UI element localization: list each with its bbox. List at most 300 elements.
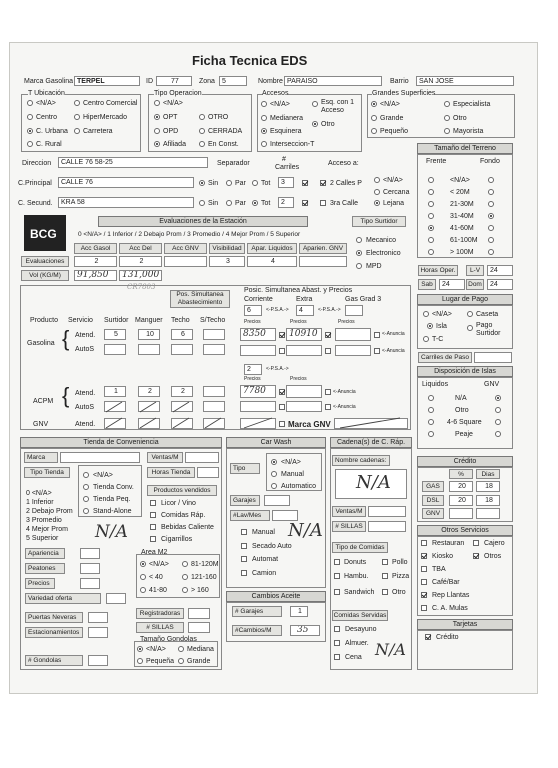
precios-label-5: Precios <box>290 376 307 382</box>
bebidas-label: Bebidas Caliente <box>161 524 214 531</box>
restaurante-label: Restauran <box>432 540 465 547</box>
cadenas-nombre-label: Nombre cadenas: <box>332 455 390 466</box>
tarjetas-title: Tarjetas <box>417 619 513 630</box>
operacion-na-radio[interactable] <box>154 100 160 106</box>
vol-label: Vol (KG/M) <box>21 270 69 281</box>
anuncia-autos-3[interactable] <box>374 348 380 354</box>
ubicacion-urbana-radio[interactable] <box>27 128 33 134</box>
cw-camion-check[interactable] <box>241 570 247 576</box>
calle-secundaria-field[interactable]: KRA 58 <box>58 197 194 208</box>
ubicacion-title: T Ubicación <box>28 90 65 97</box>
variedad-label: Variedad oferta <box>25 593 101 604</box>
cp-sin-radio[interactable] <box>199 180 205 186</box>
cadenas-title: Cadena(s) de C. Ráp. <box>330 437 412 448</box>
carwash-manual-radio[interactable] <box>271 471 277 477</box>
estacionamientos-field[interactable] <box>88 627 108 638</box>
accesos-na-radio[interactable] <box>261 101 267 107</box>
tercera-check[interactable] <box>320 200 326 206</box>
precio-extra-field[interactable] <box>286 328 322 341</box>
gondola-size-label: Tamaño Gondolas <box>140 636 197 643</box>
credito-pct-header: % <box>449 469 473 479</box>
eval-liquidos-field[interactable]: 4 <box>247 256 297 267</box>
cw-secado-check[interactable] <box>241 543 247 549</box>
zona-field[interactable]: 5 <box>219 76 247 86</box>
fondo-60-radio[interactable] <box>488 225 494 231</box>
area-na-radio[interactable] <box>140 561 146 567</box>
tienda-tipo-alone-label: Stand-Alone <box>93 508 132 515</box>
gondola-grande-radio[interactable] <box>178 658 184 664</box>
fondo-na-radio[interactable] <box>488 177 494 183</box>
gasolina-brace: { <box>62 326 70 351</box>
apariencia-label: Apariencia <box>25 548 65 559</box>
acpm-stecho-field[interactable] <box>203 386 225 397</box>
area-41-label: 41-80 <box>149 587 167 594</box>
id-label: ID <box>146 78 153 85</box>
pago-caseta-radio[interactable] <box>467 311 473 317</box>
gas-techo-field[interactable]: 6 <box>171 329 193 340</box>
cercania-lejana-radio[interactable] <box>374 200 380 206</box>
licor-check[interactable] <box>150 500 156 506</box>
kiosko-label: Kiosko <box>432 553 454 560</box>
ubicacion-urbana-label: C. Urbana <box>36 128 68 135</box>
terreno-opt-60: 41-60M <box>450 225 474 232</box>
operacion-afiliada-label: Afiliada <box>163 141 186 148</box>
pago-surtidor-label: Pago Surtidor <box>476 322 501 337</box>
islas-gnv-peaje-radio[interactable] <box>495 431 501 437</box>
eval-col-visibilidad[interactable]: Visibilidad <box>209 243 245 254</box>
sandwich-check[interactable] <box>334 589 340 595</box>
superficies-grande-radio[interactable] <box>371 115 377 121</box>
carwash-garajes-field[interactable] <box>264 495 290 506</box>
surtidor-mecanico-radio[interactable] <box>356 237 362 243</box>
col-servicio: Servicio <box>68 317 93 324</box>
precio-acpm-field[interactable] <box>240 385 276 398</box>
credito-gnv-label: GNV <box>422 508 444 519</box>
calles2-check[interactable] <box>320 180 326 186</box>
superficies-na-radio[interactable] <box>371 101 377 107</box>
cafe-check[interactable] <box>421 579 427 585</box>
pago-surtidor-radio[interactable] <box>467 325 473 331</box>
horas-lv-field[interactable]: 24 <box>487 265 513 276</box>
otros-serv-check[interactable] <box>473 553 479 559</box>
precio-autos-3[interactable] <box>335 345 371 356</box>
tienda-tipo-alone-radio[interactable] <box>83 508 89 514</box>
ubicacion-hiper-label: HiperMercado <box>83 114 127 121</box>
restaurante-check[interactable] <box>421 540 427 546</box>
area-160-radio[interactable] <box>182 587 188 593</box>
precio-autos-2[interactable] <box>286 345 322 356</box>
anuncia-extra-check[interactable] <box>325 332 331 338</box>
terreno-opt-mas100: > 100M <box>450 249 474 256</box>
fondo-mas100-radio[interactable] <box>488 249 494 255</box>
otros-serv-label: Otros <box>484 553 502 560</box>
eval-acc-gasol-field[interactable]: 2 <box>74 256 117 267</box>
ubicacion-centro-label: Centro <box>36 114 58 121</box>
carwash-na-radio[interactable] <box>271 459 277 465</box>
nombre-field[interactable]: PARAISO <box>284 76 382 86</box>
fondo-20-radio[interactable] <box>488 189 494 195</box>
gas-stecho-field[interactable] <box>203 329 225 340</box>
tienda-sillas-field[interactable] <box>188 622 210 633</box>
tienda-horas-field[interactable] <box>197 467 219 478</box>
carwash-lav-label: #Lav/Mes <box>230 510 270 521</box>
ubicacion-carretera-radio[interactable] <box>74 128 80 134</box>
pos-corriente-field[interactable]: 6 <box>244 305 262 316</box>
islas-liq-otro-radio[interactable] <box>428 407 434 413</box>
pago-na-label: <N/A> <box>432 311 452 318</box>
frente-60-radio[interactable] <box>428 225 434 231</box>
calle-principal-field[interactable]: CALLE 76 <box>58 177 194 188</box>
desayuno-check[interactable] <box>334 626 340 632</box>
eval-col-gnv[interactable]: Aparien. GNV <box>299 243 347 254</box>
credito-dsl-dias[interactable]: 18 <box>476 495 500 506</box>
carriles-principal-field[interactable]: 3 <box>278 177 294 188</box>
peatones-label: Peatones <box>25 563 65 574</box>
accesos-interseccion-label: Interseccion-T <box>270 141 315 148</box>
acpm-pos-field[interactable]: 2 <box>244 364 262 375</box>
precio-corriente-field[interactable] <box>240 328 276 341</box>
carwash-na-label: <N/A> <box>281 459 301 466</box>
superficies-especialista-label: Especialista <box>453 101 491 108</box>
islas-gnv-na-radio[interactable] <box>495 395 501 401</box>
peatones-field[interactable] <box>80 563 100 574</box>
superficies-title: Grandes Superficies <box>372 90 436 97</box>
pago-tc-radio[interactable] <box>423 336 429 342</box>
col-techo: Techo <box>171 317 190 324</box>
anuncia-label-2: <-Anuncia <box>382 348 405 354</box>
pago-na-radio[interactable] <box>423 311 429 317</box>
eval-col-acc-del[interactable]: Acc Del <box>119 243 162 254</box>
lugar-pago-title: Lugar de Pago <box>417 294 513 305</box>
gas-autos-stecho[interactable] <box>203 344 225 355</box>
gondola-pequena-radio[interactable] <box>137 658 143 664</box>
tba-check[interactable] <box>421 566 427 572</box>
comidas-rap-check[interactable] <box>150 512 156 518</box>
islas-opt-na: N/A <box>455 395 467 402</box>
credito-gas-pct[interactable]: 20 <box>449 481 473 492</box>
operacion-cerrada-label: CERRADA <box>208 128 243 135</box>
cs-tot-radio[interactable] <box>252 200 258 206</box>
surtidor-electronico-radio[interactable] <box>356 250 362 256</box>
eval-col-liquidos[interactable]: Apar. Liquidos <box>247 243 297 254</box>
anuncia-gas3-check[interactable] <box>374 332 380 338</box>
marca-field[interactable]: TERPEL <box>74 76 140 86</box>
credito-dsl-pct[interactable]: 20 <box>449 495 473 506</box>
cs-sin-label: Sin <box>208 200 219 207</box>
operacion-afiliada-radio[interactable] <box>154 141 160 147</box>
area-41-radio[interactable] <box>140 587 146 593</box>
eval-col-acc-gnv[interactable]: Acc GNV <box>164 243 207 254</box>
operacion-const-radio[interactable] <box>199 141 205 147</box>
eval-acc-gnv-field[interactable] <box>164 256 207 267</box>
precios-attr-field[interactable] <box>80 578 100 589</box>
gas-autos-surtidor[interactable] <box>104 344 126 355</box>
ubicacion-rural-label: C. Rural <box>36 141 62 148</box>
accesos-na-label: <N/A> <box>270 101 290 108</box>
precio-corriente-value: 8350 <box>243 329 266 339</box>
donuts-check[interactable] <box>334 559 340 565</box>
accesos-otro-label: Otro <box>321 121 335 128</box>
ubicacion-rural-radio[interactable] <box>27 141 33 147</box>
direccion-field[interactable]: CALLE 76 58-25 <box>58 157 208 168</box>
horas-dom-field[interactable]: 24 <box>487 279 513 290</box>
tienda-tipo-conv-radio[interactable] <box>83 484 89 490</box>
cambios-garajes-field[interactable]: 1 <box>290 606 308 617</box>
eval-gnv-field[interactable] <box>299 256 347 267</box>
gas-manguer-field[interactable]: 10 <box>138 329 160 340</box>
accesos-medianera-label: Medianera <box>270 115 304 122</box>
otro-comida-label: Otro <box>392 589 406 596</box>
credito-gnv-pct[interactable] <box>449 508 473 519</box>
zona-label: Zona <box>199 78 215 85</box>
frente-20-radio[interactable] <box>428 189 434 195</box>
horas-sab-field[interactable]: 24 <box>439 279 465 290</box>
eval-visibilidad-field[interactable]: 3 <box>209 256 245 267</box>
id-field[interactable]: 77 <box>156 76 192 86</box>
precio-acpm-autos-1[interactable] <box>240 401 276 412</box>
gondolas-field[interactable] <box>88 655 108 666</box>
operacion-const-label: En Const. <box>208 141 239 148</box>
tienda-marca-field[interactable] <box>60 452 140 463</box>
pago-isla-radio[interactable] <box>427 323 433 329</box>
barrio-field[interactable]: SAN JOSE <box>416 76 514 86</box>
registradoras-field[interactable] <box>188 608 210 619</box>
cw-automat-check[interactable] <box>241 556 247 562</box>
gondola-mediana-radio[interactable] <box>178 646 184 652</box>
superficies-pequeno-label: Pequeño <box>380 128 409 135</box>
psa-arrow-3: <-P.S.A.-> <box>266 366 289 372</box>
vol-field-2[interactable] <box>119 270 162 281</box>
eval-col-acc-gasol[interactable]: Acc Gasol <box>74 243 117 254</box>
cs-check-a[interactable] <box>302 200 308 206</box>
credito-gas-dias[interactable]: 18 <box>476 481 500 492</box>
cs-par-radio[interactable] <box>226 200 232 206</box>
cw-automat-label: Automat <box>252 556 279 563</box>
cigarrillos-check[interactable] <box>150 536 156 542</box>
fondo-30-radio[interactable] <box>488 201 494 207</box>
tienda-tipo-peq-radio[interactable] <box>83 496 89 502</box>
gasolina-label: Gasolina <box>27 340 55 347</box>
frente-40-radio[interactable] <box>428 213 434 219</box>
tarjeta-credito-check[interactable] <box>425 634 431 640</box>
accesos-esq-radio[interactable] <box>312 101 318 107</box>
area-40-radio[interactable] <box>140 574 146 580</box>
cw-secado-label: Secado Auto <box>252 543 292 550</box>
pago-tc-label: T-C <box>432 336 444 343</box>
cadenas-sillas-field[interactable] <box>368 521 406 532</box>
anuncia-corriente-check[interactable] <box>279 332 285 338</box>
operacion-opd-radio[interactable] <box>154 128 160 134</box>
frente-na-radio[interactable] <box>428 177 434 183</box>
surtidor-title: Tipo Surtidor <box>352 216 406 227</box>
credito-gnv-dias[interactable] <box>476 508 500 519</box>
vol-field-1[interactable] <box>74 270 117 281</box>
marca-label: Marca Gasolina <box>24 78 74 85</box>
hambu-check[interactable] <box>334 573 340 579</box>
eval-acc-del-field[interactable]: 2 <box>119 256 162 267</box>
precio-autos-1[interactable] <box>240 345 276 356</box>
gnv-label: GNV <box>33 421 49 428</box>
anuncia-acpm-autos-1[interactable] <box>279 404 285 410</box>
carwash-auto-radio[interactable] <box>271 483 277 489</box>
tarjeta-credito-label: Crédito <box>436 634 459 641</box>
area-81-radio[interactable] <box>182 561 188 567</box>
otro-comida-check[interactable] <box>382 589 388 595</box>
cs-par-label: Par <box>235 200 246 207</box>
cercania-cercana-label: Cercana <box>383 189 410 196</box>
tienda-escala-1: 1 Inferior <box>26 499 54 506</box>
accesos-otro-radio[interactable] <box>312 121 318 127</box>
acpm-manguer-field[interactable]: 2 <box>138 386 160 397</box>
terreno-opt-30: 21-30M <box>450 201 474 208</box>
accesos-esquinera-radio[interactable] <box>261 128 267 134</box>
precio-gas3-field[interactable] <box>335 328 371 341</box>
frente-mas100-radio[interactable] <box>428 249 434 255</box>
tienda-ventas-field[interactable] <box>185 452 219 463</box>
islas-liq-na-radio[interactable] <box>428 395 434 401</box>
credito-gas-label: GAS <box>422 481 444 492</box>
gondola-na-radio[interactable] <box>137 646 143 652</box>
direccion-label: Direccion <box>22 160 52 167</box>
pos-extra-field[interactable]: 4 <box>296 305 314 316</box>
pos-simul-button[interactable]: Pos. Simultanea Abastecimiento <box>170 290 230 308</box>
operacion-opd-label: OPD <box>163 128 179 135</box>
gas-autos-techo[interactable] <box>171 344 193 355</box>
accesos-interseccion-radio[interactable] <box>261 141 267 147</box>
ubicacion-hiper-radio[interactable] <box>74 114 80 120</box>
tienda-sillas-label: # SILLAS <box>136 622 184 633</box>
gas-autos-manguer[interactable] <box>138 344 160 355</box>
islas-liq-square-radio[interactable] <box>428 419 434 425</box>
area-121-radio[interactable] <box>182 574 188 580</box>
fondo-100-radio[interactable] <box>488 237 494 243</box>
tienda-tipo-na-radio[interactable] <box>83 472 89 478</box>
cp-par-radio[interactable] <box>226 180 232 186</box>
anuncia-autos-2[interactable] <box>325 348 331 354</box>
hambu-label: Hambu. <box>344 573 369 580</box>
almuerzo-check[interactable] <box>334 640 340 646</box>
cajero-check[interactable] <box>473 540 479 546</box>
operacion-otro-radio[interactable] <box>199 114 205 120</box>
operacion-opt-radio[interactable] <box>154 114 160 120</box>
estacionamientos-label: Estacionamientos <box>25 627 83 638</box>
gnv-slash-marks <box>100 414 410 432</box>
cena-label: Cena <box>345 654 362 661</box>
surtidor-mpd-radio[interactable] <box>356 263 362 269</box>
anuncia-autos-1[interactable] <box>279 348 285 354</box>
neveras-label: Puertas Neveras <box>25 612 83 623</box>
productos-label: Productos vendidos <box>147 485 217 496</box>
anuncia-acpm-2[interactable] <box>325 389 331 395</box>
cercania-cercana-radio[interactable] <box>374 189 380 195</box>
cp-tot-label: Tot <box>261 180 271 187</box>
tarjetas-group <box>417 630 513 670</box>
precio-acpm-2[interactable] <box>286 385 322 398</box>
carriles-paso-field[interactable] <box>474 352 512 363</box>
anuncia-acpm-check[interactable] <box>279 389 285 395</box>
superficies-grande-label: Grande <box>380 115 404 122</box>
superficies-otro-label: Otro <box>453 115 467 122</box>
pos-gas3-field[interactable] <box>345 305 363 316</box>
credito-title: Crédito <box>417 456 513 467</box>
nombre-label: Nombre <box>258 78 283 85</box>
surtidor-mpd-label: MPD <box>366 263 382 270</box>
precios-label-1: Precios <box>244 319 261 325</box>
anuncia-acpm-autos-2[interactable] <box>325 404 331 410</box>
superficies-especialista-radio[interactable] <box>444 101 450 107</box>
gas-surtidor-field[interactable]: 5 <box>104 329 126 340</box>
superficies-mayorista-radio[interactable] <box>444 128 450 134</box>
apariencia-field[interactable] <box>80 548 100 559</box>
horas-label: Horas Oper. <box>418 265 458 276</box>
islas-title: Disposición de Islas <box>417 366 513 377</box>
terreno-opt-40: 31-40M <box>450 213 474 220</box>
accesos-esquinera-label: Esquinera <box>270 128 302 135</box>
neveras-field[interactable] <box>88 612 108 623</box>
cambios-mes-field[interactable] <box>290 625 320 636</box>
islas-opt-otro: Otro <box>455 407 469 414</box>
fondo-40-radio[interactable] <box>488 213 494 219</box>
pizza-check[interactable] <box>382 573 388 579</box>
otros-group <box>417 536 513 616</box>
carwash-auto-label: Automatico <box>281 483 317 490</box>
desayuno-label: Desayuno <box>345 626 377 633</box>
ubicacion-centro-radio[interactable] <box>27 114 33 120</box>
pollo-check[interactable] <box>382 559 388 565</box>
gondola-pequena-label: Pequeña <box>146 658 175 665</box>
islas-liq-peaje-radio[interactable] <box>428 431 434 437</box>
acpm-autos-slash-marks <box>100 398 230 416</box>
superficies-otro-radio[interactable] <box>444 115 450 121</box>
cena-check[interactable] <box>334 654 340 660</box>
precio-acpm-autos-2[interactable] <box>286 401 322 412</box>
superficies-na-label: <N/A> <box>380 101 400 108</box>
ubicacion-na-radio[interactable] <box>27 100 33 106</box>
evaluaciones-title: Evaluaciones de la Estación <box>98 216 308 227</box>
cw-manual-check[interactable] <box>241 529 247 535</box>
operacion-cerrada-radio[interactable] <box>199 128 205 134</box>
kiosko-check[interactable] <box>421 553 427 559</box>
islas-gnv-otro-radio[interactable] <box>495 407 501 413</box>
cadenas-ventas-label: Ventas/M <box>332 506 366 517</box>
cercania-na-radio[interactable] <box>374 177 380 183</box>
cs-sin-radio[interactable] <box>199 200 205 206</box>
acpm-brace: { <box>62 383 70 408</box>
accesos-esq-label: Esq. con 1 Acceso <box>321 99 355 114</box>
psa-arrow-1: <-P.S.A.-> <box>266 307 289 313</box>
tienda-tipo-conv-label: Tienda Conv. <box>93 484 134 491</box>
cp-check-a[interactable] <box>302 180 308 186</box>
acpm-techo-field[interactable]: 2 <box>171 386 193 397</box>
islas-gnv-square-radio[interactable] <box>495 419 501 425</box>
ubicacion-cc-radio[interactable] <box>74 100 80 106</box>
mulas-check[interactable] <box>421 605 427 611</box>
variedad-field[interactable] <box>106 593 126 604</box>
col-surtidor: Surtidor <box>104 317 129 324</box>
superficies-pequeno-radio[interactable] <box>371 128 377 134</box>
cp-tot-radio[interactable] <box>252 180 258 186</box>
acpm-surtidor-field[interactable]: 1 <box>104 386 126 397</box>
cambios-title: Cambios Aceite <box>226 591 326 602</box>
bebidas-check[interactable] <box>150 524 156 530</box>
tienda-horas-label: Horas Tienda <box>147 467 195 478</box>
llantas-check[interactable] <box>421 592 427 598</box>
carriles-secundaria-field[interactable]: 2 <box>278 197 294 208</box>
frente-30-radio[interactable] <box>428 201 434 207</box>
frente-100-radio[interactable] <box>428 237 434 243</box>
cadenas-ventas-field[interactable] <box>368 506 406 517</box>
accesos-medianera-radio[interactable] <box>261 115 267 121</box>
